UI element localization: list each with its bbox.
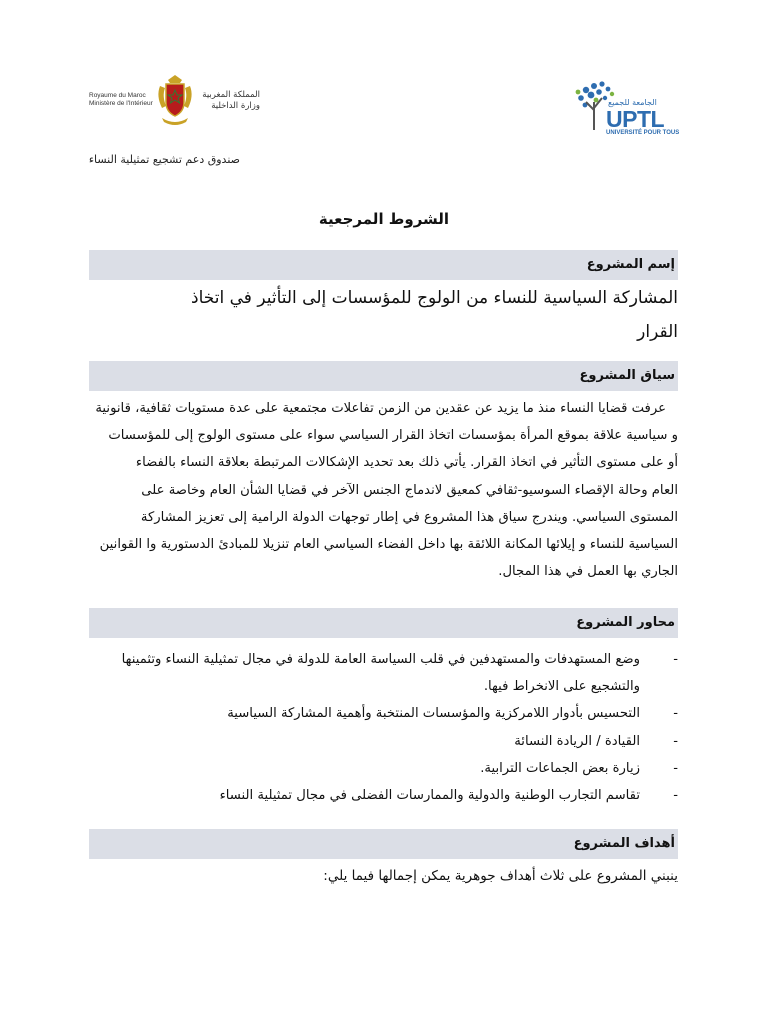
list-item: - القيادة / الريادة النسائة — [88, 728, 678, 755]
section-heading-project-name: إسم المشروع — [89, 250, 678, 280]
context-line: عرفت قضايا النساء منذ ما يزيد عن عقدين من الزمن تفاعلات مجتمعية على عدة مستويات ثقافية، قانونية — [95, 401, 666, 416]
list-item: - زيارة بعض الجماعات الترابية. — [88, 755, 678, 782]
goals-intro: ينبني المشروع على ثلاث أهداف جوهرية يمكن إجمالها فيما يلي: — [323, 868, 678, 884]
ministry-logo — [86, 70, 261, 134]
context-line: أو على مستوى التأثير في اتخاذ القرار. يأتي ذلك بعد تحديد الإشكالات المرتبطة بعلاقة النساء بالفضاء — [135, 455, 678, 471]
coat-of-arms-icon — [154, 74, 196, 130]
ministry-fr-line2: Ministère de l'Intérieur — [89, 100, 153, 107]
section-heading-goals: أهداف المشروع — [89, 829, 678, 859]
axes-list — [88, 646, 678, 809]
context-line: السياسية للنساء و إيلائها المكانة اللائقة بها داخل الفضاء السياسي العام تنزيلا للمبادئ الدستورية وا القوانين — [99, 537, 678, 553]
uptl-logo — [572, 78, 680, 138]
project-name-line: القرار — [637, 322, 678, 342]
section-heading-context: سياق المشروع — [89, 361, 678, 391]
context-line: و سياسية علاقة بموقع المرأة بمؤسسات اتخاذ القرار السياسي سواء على مستوى الولوج إلى للمؤسسات — [108, 428, 678, 444]
list-item: - تقاسم التجارب الوطنية والدولية والممارسات الفضلى في مجال تمثيلية النساء — [88, 782, 678, 809]
uptl-tagline: UNIVERSITÉ POUR TOUS — [606, 130, 680, 136]
ministry-ar-line1: المملكة المغربية — [202, 90, 260, 100]
fund-name: صندوق دعم تشجيع تمثيلية النساء — [88, 153, 240, 166]
context-paragraph — [88, 395, 678, 585]
uptl-brand: UPTL — [606, 106, 665, 132]
context-line: المستوى السياسي. ويندرج سياق هذا المشروع في إطار توجهات الدولة الرامية إلى تعزيز المشاركة — [140, 509, 678, 525]
context-line: العام وحالة الإقصاء السوسيو-ثقافي كمعيق لاندماج الجنس الآخر في قضايا الشأن العام وخاصة على — [141, 482, 678, 498]
project-name-line: المشاركة السياسية للنساء من الولوج للمؤسسات إلى التأثير في اتخاذ — [191, 288, 678, 308]
list-item: - وضع المستهدفات والمستهدفين في قلب السياسة العامة للدولة في مجال تمثيلية النساء وتثمينها والتشجيع على الانخراط فيها. — [88, 646, 678, 700]
uptl-arabic-name: الجامعة للجميع — [608, 98, 657, 107]
document-title: الشروط المرجعية — [318, 210, 450, 228]
list-item: - التحسيس بأدوار اللامركزية والمؤسسات المنتخبة وأهمية المشاركة السياسية — [88, 700, 678, 727]
project-name-text — [88, 281, 678, 349]
ministry-fr-line1: Royaume du Maroc — [89, 92, 146, 99]
ministry-ar-line2: وزارة الداخلية — [211, 101, 260, 111]
section-heading-axes: محاور المشروع — [89, 608, 678, 638]
context-line: الجاري بها العمل في هذا المجال. — [498, 564, 678, 580]
